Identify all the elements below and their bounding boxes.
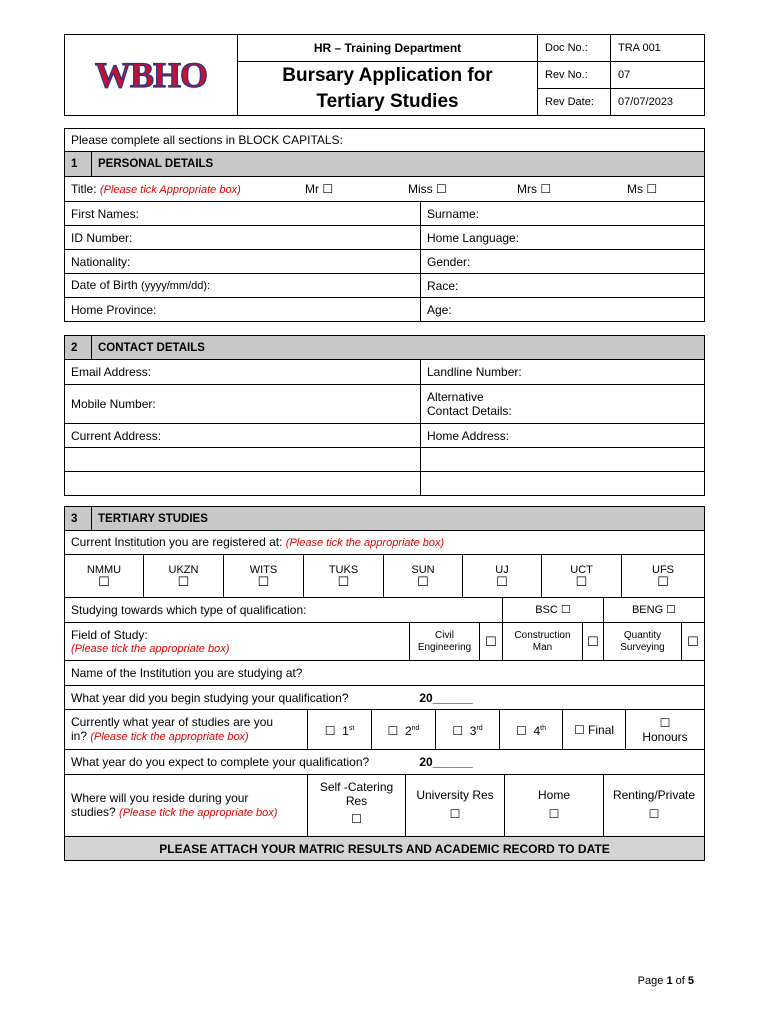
year-num: 2 (404, 723, 412, 738)
residence-label-2 (71, 805, 301, 820)
home-province-field[interactable]: Home Province: (65, 298, 421, 322)
begin-year-blank[interactable]: 20______ (419, 690, 473, 705)
construction-line-2: Man (532, 641, 553, 653)
field-option-construction (503, 623, 583, 661)
title-line-2: Tertiary Studies (316, 90, 459, 112)
residence-label-2-text: studies? (71, 805, 116, 819)
page-word: Page (637, 975, 664, 987)
quantity-checkbox[interactable]: ☐ (682, 623, 705, 661)
checkbox-icon[interactable]: ☐ (98, 574, 110, 589)
construction-line-1: Construction (514, 629, 571, 641)
checkbox-icon[interactable]: ☐ (449, 807, 461, 821)
year-sup: nd (411, 724, 420, 732)
field-of-study-table (64, 622, 705, 661)
complete-year-table (64, 749, 705, 775)
institution-question (65, 531, 705, 555)
institution-name: SUN (411, 564, 435, 576)
alt-contact-line-2: Contact Details: (427, 404, 512, 418)
residence-option-university-res[interactable] (406, 775, 505, 837)
race-field[interactable]: Race: (421, 274, 705, 298)
age-field[interactable]: Age: (421, 298, 705, 322)
institution-option-ukzn[interactable] (144, 555, 224, 598)
nationality-field[interactable]: Nationality: (65, 250, 421, 274)
residence-label-1: Where will you reside during your (71, 791, 249, 805)
residence-hint: (Please tick the appropriate box) (119, 807, 278, 819)
checkbox-icon[interactable]: ☐ (548, 807, 560, 821)
year-sup: th (540, 724, 546, 732)
alternative-contact-field[interactable] (421, 385, 705, 424)
current-year-hint: (Please tick the appropriate box) (90, 731, 249, 743)
checkbox-icon[interactable]: ☐ (452, 723, 464, 738)
renting-label: Renting/Private (612, 788, 696, 802)
department-name: HR – Training Department (238, 35, 538, 62)
institution-name: TUKS (328, 564, 359, 576)
title-option-ms[interactable]: Ms ☐ (627, 182, 658, 196)
checkbox-icon[interactable]: ☐ (351, 812, 362, 826)
year-sup: rd (476, 724, 483, 732)
institution-years-table (64, 660, 705, 710)
section-1-heading: PERSONAL DETAILS (92, 152, 705, 177)
wbho-logo (76, 54, 226, 94)
title-label: Title: (71, 181, 97, 196)
complete-year-label: What year do you expect to complete your qualification? (71, 755, 370, 769)
document-header (64, 34, 705, 116)
document-title (238, 62, 538, 116)
institution-name: UJ (495, 564, 509, 576)
alt-contact-line-1: Alternative (427, 390, 484, 404)
civil-line-1: Civil (435, 629, 454, 641)
rev-no-value: 07 (611, 62, 705, 89)
instructions-text: Please complete all sections in BLOCK CAPITALS: (65, 129, 705, 152)
year-option-1st[interactable] (308, 710, 372, 750)
checkbox-icon[interactable]: ☐ (257, 574, 270, 589)
title-line-1: Bursary Application for (282, 64, 493, 86)
checkbox-icon[interactable]: ☐ (575, 574, 588, 589)
field-option-quantity (604, 623, 682, 661)
mobile-field[interactable]: Mobile Number: (65, 385, 421, 424)
civil-checkbox[interactable]: ☐ (480, 623, 503, 661)
institution-label: Current Institution you are registered at: (71, 535, 283, 549)
honours-label: Honours (642, 729, 688, 744)
section-2-heading: CONTACT DETAILS (92, 336, 705, 360)
current-address-field[interactable]: Current Address: (65, 424, 421, 448)
institution-option-wits[interactable] (224, 555, 304, 598)
qualification-option-beng[interactable]: BENG ☐ (604, 598, 705, 623)
checkbox-icon[interactable]: ☐ (657, 574, 669, 589)
home-language-field[interactable]: Home Language: (421, 226, 705, 250)
surname-field[interactable]: Surname: (421, 202, 705, 226)
begin-year-label: What year did you begin studying your qualification? (71, 690, 349, 705)
checkbox-icon[interactable]: ☐ (177, 574, 190, 589)
contact-details-section (64, 335, 705, 496)
section-1-number: 1 (65, 152, 92, 177)
rev-date-label: Rev Date: (538, 89, 611, 116)
checkbox-icon[interactable]: ☐ (417, 574, 429, 589)
title-option-miss[interactable]: Miss ☐ (408, 182, 447, 196)
institution-name: NMMU (86, 564, 122, 576)
current-year-question (65, 710, 308, 750)
year-option-4th[interactable] (500, 710, 563, 750)
id-number-field[interactable]: ID Number: (65, 226, 421, 250)
title-row (65, 177, 705, 202)
home-label: Home (537, 788, 570, 802)
institution-option-uct[interactable] (542, 555, 622, 598)
checkbox-icon[interactable]: ☐ (337, 574, 350, 589)
section-2-number: 2 (65, 336, 92, 360)
landline-field[interactable]: Landline Number: (421, 360, 705, 385)
section-3-heading: TERTIARY STUDIES (92, 507, 705, 531)
page-total: 5 (687, 975, 694, 987)
checkbox-icon[interactable]: ☐ (516, 723, 527, 738)
residence-option-home[interactable] (505, 775, 604, 837)
title-option-mrs[interactable]: Mrs ☐ (517, 182, 552, 196)
current-year-label-2 (71, 729, 301, 744)
qualification-label: Studying towards which type of qualification: (65, 598, 503, 623)
doc-no-label: Doc No.: (538, 35, 611, 62)
year-sup: st (348, 724, 355, 732)
residence-question (65, 775, 308, 837)
institution-option-nmmu[interactable] (65, 555, 144, 598)
year-option-final[interactable]: ☐ Final (563, 710, 626, 750)
gender-field[interactable]: Gender: (421, 250, 705, 274)
university-res-label: University Res (416, 788, 494, 802)
institution-option-uj[interactable] (463, 555, 542, 598)
field-of-study-hint: (Please tick the appropriate box) (71, 642, 230, 655)
institution-option-ufs[interactable] (622, 555, 705, 598)
checkbox-icon[interactable]: ☐ (648, 807, 660, 821)
home-address-line-3[interactable] (421, 472, 705, 496)
quantity-line-2: Surveying (620, 641, 665, 653)
self-catering-line-1: Self -Catering (319, 780, 394, 794)
checkbox-icon[interactable]: ☐ (324, 723, 336, 738)
current-address-line-2[interactable] (65, 448, 421, 472)
residence-option-renting[interactable] (604, 775, 705, 837)
complete-year-row[interactable] (65, 750, 705, 775)
logo-text: WBHO (94, 54, 208, 94)
dob-label: Date of Birth (71, 278, 138, 292)
personal-details-section (64, 128, 705, 322)
year-num: 3 (469, 723, 477, 738)
field-option-civil (410, 623, 480, 661)
rev-no-label: Rev No.: (538, 62, 611, 89)
field-of-study-question (65, 623, 410, 661)
quantity-line-1: Quantity (623, 629, 662, 641)
of-word: of (675, 975, 685, 987)
institution-name: WITS (249, 564, 278, 576)
dob-field[interactable] (65, 274, 421, 298)
current-year-label-2-text: in? (71, 729, 88, 743)
current-address-line-3[interactable] (65, 472, 421, 496)
field-of-study-label: Field of Study: (71, 627, 148, 642)
home-address-line-2[interactable] (421, 448, 705, 472)
construction-checkbox[interactable]: ☐ (583, 623, 604, 661)
current-year-label-1: Currently what year of studies are you (71, 715, 274, 729)
qualification-option-bsc[interactable]: BSC ☐ (503, 598, 604, 623)
rev-date-value: 07/07/2023 (611, 89, 705, 116)
institution-name: UFS (652, 564, 675, 576)
page-footer (638, 975, 694, 987)
checkbox-icon[interactable]: ☐ (387, 723, 399, 738)
tertiary-studies-section (64, 506, 705, 598)
company-logo (65, 35, 238, 116)
title-option-mr[interactable]: Mr ☐ (305, 182, 334, 196)
doc-no-value: TRA 001 (611, 35, 705, 62)
institution-name: UKZN (168, 564, 199, 576)
institution-options-row (65, 555, 705, 598)
institution-name-field[interactable]: Name of the Institution you are studying at? (65, 661, 705, 686)
title-hint: (Please tick Appropriate box) (99, 183, 241, 196)
institution-name: UCT (570, 564, 593, 576)
year-option-2nd[interactable] (372, 710, 436, 750)
checkbox-icon[interactable]: ☐ (496, 574, 508, 589)
home-address-field[interactable]: Home Address: (421, 424, 705, 448)
self-catering-line-2: Res (345, 794, 368, 808)
year-num: 1 (342, 723, 349, 738)
qualification-table (64, 597, 705, 623)
civil-line-2: Engineering (417, 641, 472, 653)
institution-hint: (Please tick the appropriate box) (285, 537, 445, 549)
checkbox-icon[interactable]: ☐ (659, 715, 671, 730)
attach-note: PLEASE ATTACH YOUR MATRIC RESULTS AND ACADEMIC RECORD TO DATE (65, 837, 705, 861)
residence-table (64, 774, 705, 861)
dob-format: (yyyy/mm/dd): (141, 280, 211, 292)
institution-option-tuks[interactable] (304, 555, 384, 598)
residence-option-self-catering[interactable] (308, 775, 406, 837)
first-names-field[interactable]: First Names: (65, 202, 421, 226)
title-label-cell (65, 182, 305, 197)
page-number: 1 (666, 975, 673, 987)
email-field[interactable]: Email Address: (65, 360, 421, 385)
complete-year-blank[interactable]: 20______ (419, 755, 473, 769)
begin-year-row[interactable] (65, 686, 705, 710)
year-num: 4 (533, 723, 541, 738)
year-option-honours[interactable] (626, 710, 705, 750)
year-option-3rd[interactable] (436, 710, 500, 750)
institution-option-sun[interactable] (384, 555, 463, 598)
section-3-number: 3 (65, 507, 92, 531)
current-year-table (64, 709, 705, 750)
